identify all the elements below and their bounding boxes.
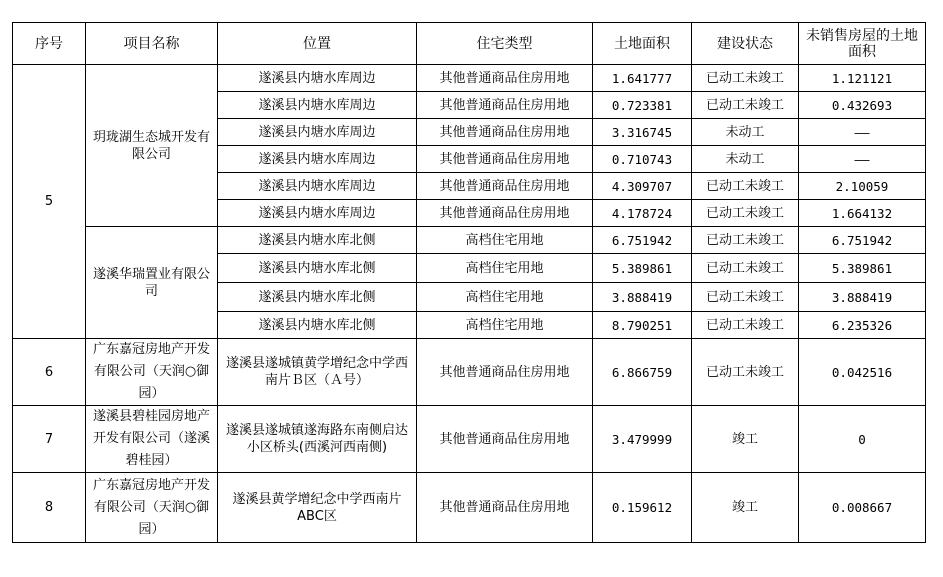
status-cell: 已动工未竣工 (692, 227, 799, 254)
location-cell: 遂溪县内塘水库周边 (218, 200, 417, 227)
area-cell: 1.641777 (593, 65, 692, 92)
unsold-cell: 0 (799, 406, 926, 473)
status-cell: 已动工未竣工 (692, 312, 799, 339)
area-cell: 0.159612 (593, 473, 692, 543)
area-cell: 4.178724 (593, 200, 692, 227)
unsold-cell: 6.751942 (799, 227, 926, 254)
type-cell: 其他普通商品住房用地 (417, 173, 593, 200)
unsold-cell: 0.432693 (799, 92, 926, 119)
project-name: 玥珑湖生态城开发有限公司 (86, 65, 218, 227)
col-header-status: 建设状态 (692, 23, 799, 65)
project-name: 遂溪县碧桂园房地产开发有限公司（遂溪碧桂园） (86, 406, 218, 473)
location-cell: 遂溪县内塘水库北侧 (218, 227, 417, 254)
type-cell: 高档住宅用地 (417, 283, 593, 312)
status-cell: 未动工 (692, 119, 799, 146)
area-cell: 3.316745 (593, 119, 692, 146)
row-index: 7 (13, 406, 86, 473)
col-header-index: 序号 (13, 23, 86, 65)
unsold-cell: 0.008667 (799, 473, 926, 543)
unsold-cell: 3.888419 (799, 283, 926, 312)
unsold-cell: 2.10059 (799, 173, 926, 200)
area-cell: 0.710743 (593, 146, 692, 173)
status-cell: 已动工未竣工 (692, 92, 799, 119)
location-cell: 遂溪县内塘水库北侧 (218, 312, 417, 339)
unsold-cell: 0.042516 (799, 339, 926, 406)
table-row (13, 227, 926, 254)
land-table (12, 22, 926, 543)
status-cell: 已动工未竣工 (692, 339, 799, 406)
project-name: 遂溪华瑞置业有限公司 (86, 227, 218, 339)
unsold-cell: 1.121121 (799, 65, 926, 92)
type-cell: 高档住宅用地 (417, 254, 593, 283)
type-cell: 其他普通商品住房用地 (417, 473, 593, 543)
col-header-location: 位置 (218, 23, 417, 65)
area-cell: 4.309707 (593, 173, 692, 200)
location-cell: 遂溪县黄学增纪念中学西南片ABC区 (218, 473, 417, 543)
location-cell: 遂溪县内塘水库北侧 (218, 283, 417, 312)
header-row (13, 23, 926, 65)
area-cell: 3.479999 (593, 406, 692, 473)
type-cell: 其他普通商品住房用地 (417, 339, 593, 406)
table-row (13, 406, 926, 473)
type-cell: 其他普通商品住房用地 (417, 146, 593, 173)
type-cell: 高档住宅用地 (417, 312, 593, 339)
col-header-type: 住宅类型 (417, 23, 593, 65)
status-cell: 已动工未竣工 (692, 173, 799, 200)
row-index: 6 (13, 339, 86, 406)
location-cell: 遂溪县内塘水库周边 (218, 92, 417, 119)
unsold-cell: 1.664132 (799, 200, 926, 227)
col-header-unsold: 未销售房屋的土地面积 (799, 23, 926, 65)
table-row (13, 473, 926, 543)
type-cell: 其他普通商品住房用地 (417, 406, 593, 473)
row-index: 5 (13, 65, 86, 339)
project-name: 广东嘉冠房地产开发有限公司（天润○御园） (86, 473, 218, 543)
area-cell: 0.723381 (593, 92, 692, 119)
col-header-project: 项目名称 (86, 23, 218, 65)
unsold-cell: —— (799, 146, 926, 173)
status-cell: 已动工未竣工 (692, 200, 799, 227)
status-cell: 已动工未竣工 (692, 254, 799, 283)
location-cell: 遂溪县内塘水库周边 (218, 65, 417, 92)
table-row (13, 339, 926, 406)
row-index: 8 (13, 473, 86, 543)
area-cell: 3.888419 (593, 283, 692, 312)
type-cell: 高档住宅用地 (417, 227, 593, 254)
status-cell: 竣工 (692, 406, 799, 473)
area-cell: 6.866759 (593, 339, 692, 406)
area-cell: 5.389861 (593, 254, 692, 283)
location-cell: 遂溪县内塘水库周边 (218, 173, 417, 200)
status-cell: 竣工 (692, 473, 799, 543)
type-cell: 其他普通商品住房用地 (417, 65, 593, 92)
location-cell: 遂溪县内塘水库周边 (218, 146, 417, 173)
unsold-cell: 6.235326 (799, 312, 926, 339)
location-cell: 遂溪县遂城镇黄学增纪念中学西南片Ｂ区（Ａ号） (218, 339, 417, 406)
location-cell: 遂溪县遂城镇遂海路东南侧启达小区桥头(西溪河西南侧) (218, 406, 417, 473)
status-cell: 已动工未竣工 (692, 283, 799, 312)
area-cell: 8.790251 (593, 312, 692, 339)
type-cell: 其他普通商品住房用地 (417, 119, 593, 146)
area-cell: 6.751942 (593, 227, 692, 254)
table-row (13, 65, 926, 92)
location-cell: 遂溪县内塘水库北侧 (218, 254, 417, 283)
col-header-area: 土地面积 (593, 23, 692, 65)
location-cell: 遂溪县内塘水库周边 (218, 119, 417, 146)
type-cell: 其他普通商品住房用地 (417, 92, 593, 119)
unsold-cell: 5.389861 (799, 254, 926, 283)
status-cell: 已动工未竣工 (692, 65, 799, 92)
unsold-cell: —— (799, 119, 926, 146)
project-name: 广东嘉冠房地产开发有限公司（天润○御园） (86, 339, 218, 406)
type-cell: 其他普通商品住房用地 (417, 200, 593, 227)
status-cell: 未动工 (692, 146, 799, 173)
